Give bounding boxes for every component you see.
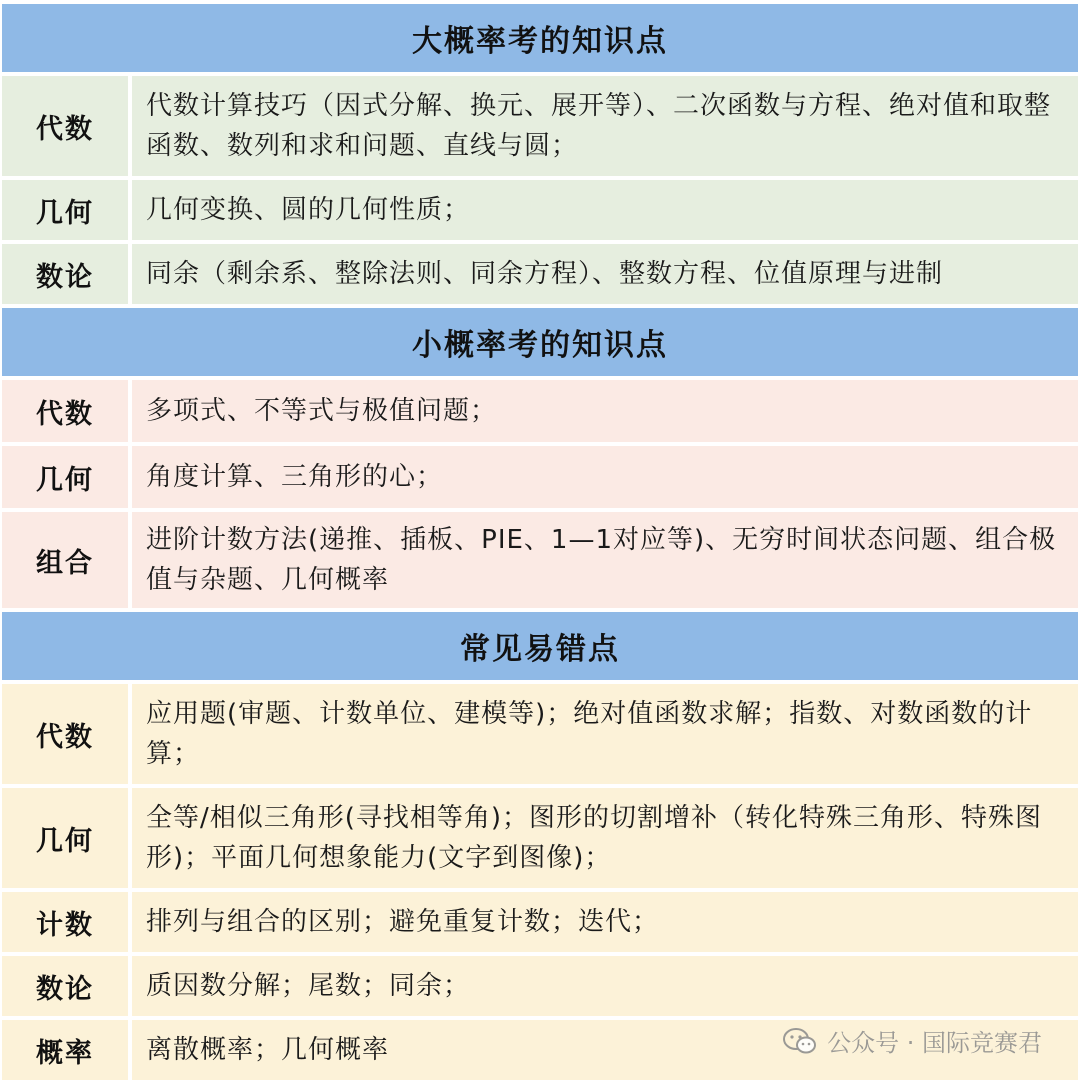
row-content: 代数计算技巧（因式分解、换元、展开等）、二次函数与方程、绝对值和取整函数、数列和求和问题、直线与圆； <box>132 76 1078 176</box>
section-title-high-probability: 大概率考的知识点 <box>2 4 1078 72</box>
watermark <box>783 1023 1042 1058</box>
row-category: 组合 <box>2 512 128 608</box>
table-row <box>2 76 1078 176</box>
row-content: 全等/相似三角形(寻找相等角)；图形的切割增补（转化特殊三角形、特殊图形)；平面几何想象能力(文字到图像)； <box>132 788 1078 888</box>
table-row <box>2 446 1078 508</box>
row-category: 代数 <box>2 380 128 442</box>
row-content: 角度计算、三角形的心； <box>132 446 1078 508</box>
row-category: 数论 <box>2 956 128 1016</box>
row-category: 计数 <box>2 892 128 952</box>
table-row <box>2 956 1078 1016</box>
wechat-icon <box>783 1027 817 1055</box>
table-row <box>2 788 1078 888</box>
table-row <box>2 380 1078 442</box>
row-category: 代数 <box>2 76 128 176</box>
row-content: 排列与组合的区别；避免重复计数；迭代； <box>132 892 1078 952</box>
row-category: 几何 <box>2 180 128 240</box>
watermark-text: 公众号 · 国际竞赛君 <box>827 1029 1042 1057</box>
table-row <box>2 512 1078 608</box>
row-category: 代数 <box>2 684 128 784</box>
section-title-low-probability: 小概率考的知识点 <box>2 308 1078 376</box>
row-content: 应用题(审题、计数单位、建模等)；绝对值函数求解；指数、对数函数的计算； <box>132 684 1078 784</box>
row-content: 几何变换、圆的几何性质； <box>132 180 1078 240</box>
row-content: 离散概率；几何概率 <box>132 1020 1078 1080</box>
table-row <box>2 892 1078 952</box>
row-content: 多项式、不等式与极值问题； <box>132 380 1078 442</box>
table-row <box>2 684 1078 784</box>
row-category: 几何 <box>2 446 128 508</box>
row-content: 进阶计数方法(递推、插板、PIE、1—1对应等)、无穷时间状态问题、组合极值与杂题、几何概率 <box>132 512 1078 608</box>
row-category: 几何 <box>2 788 128 888</box>
row-category: 数论 <box>2 244 128 304</box>
table-row <box>2 244 1078 304</box>
row-category: 概率 <box>2 1020 128 1080</box>
table-row <box>2 180 1078 240</box>
row-content: 同余（剩余系、整除法则、同余方程）、整数方程、位值原理与进制 <box>132 244 1078 304</box>
section-title-common-mistakes: 常见易错点 <box>2 612 1078 680</box>
row-content: 质因数分解；尾数；同余； <box>132 956 1078 1016</box>
